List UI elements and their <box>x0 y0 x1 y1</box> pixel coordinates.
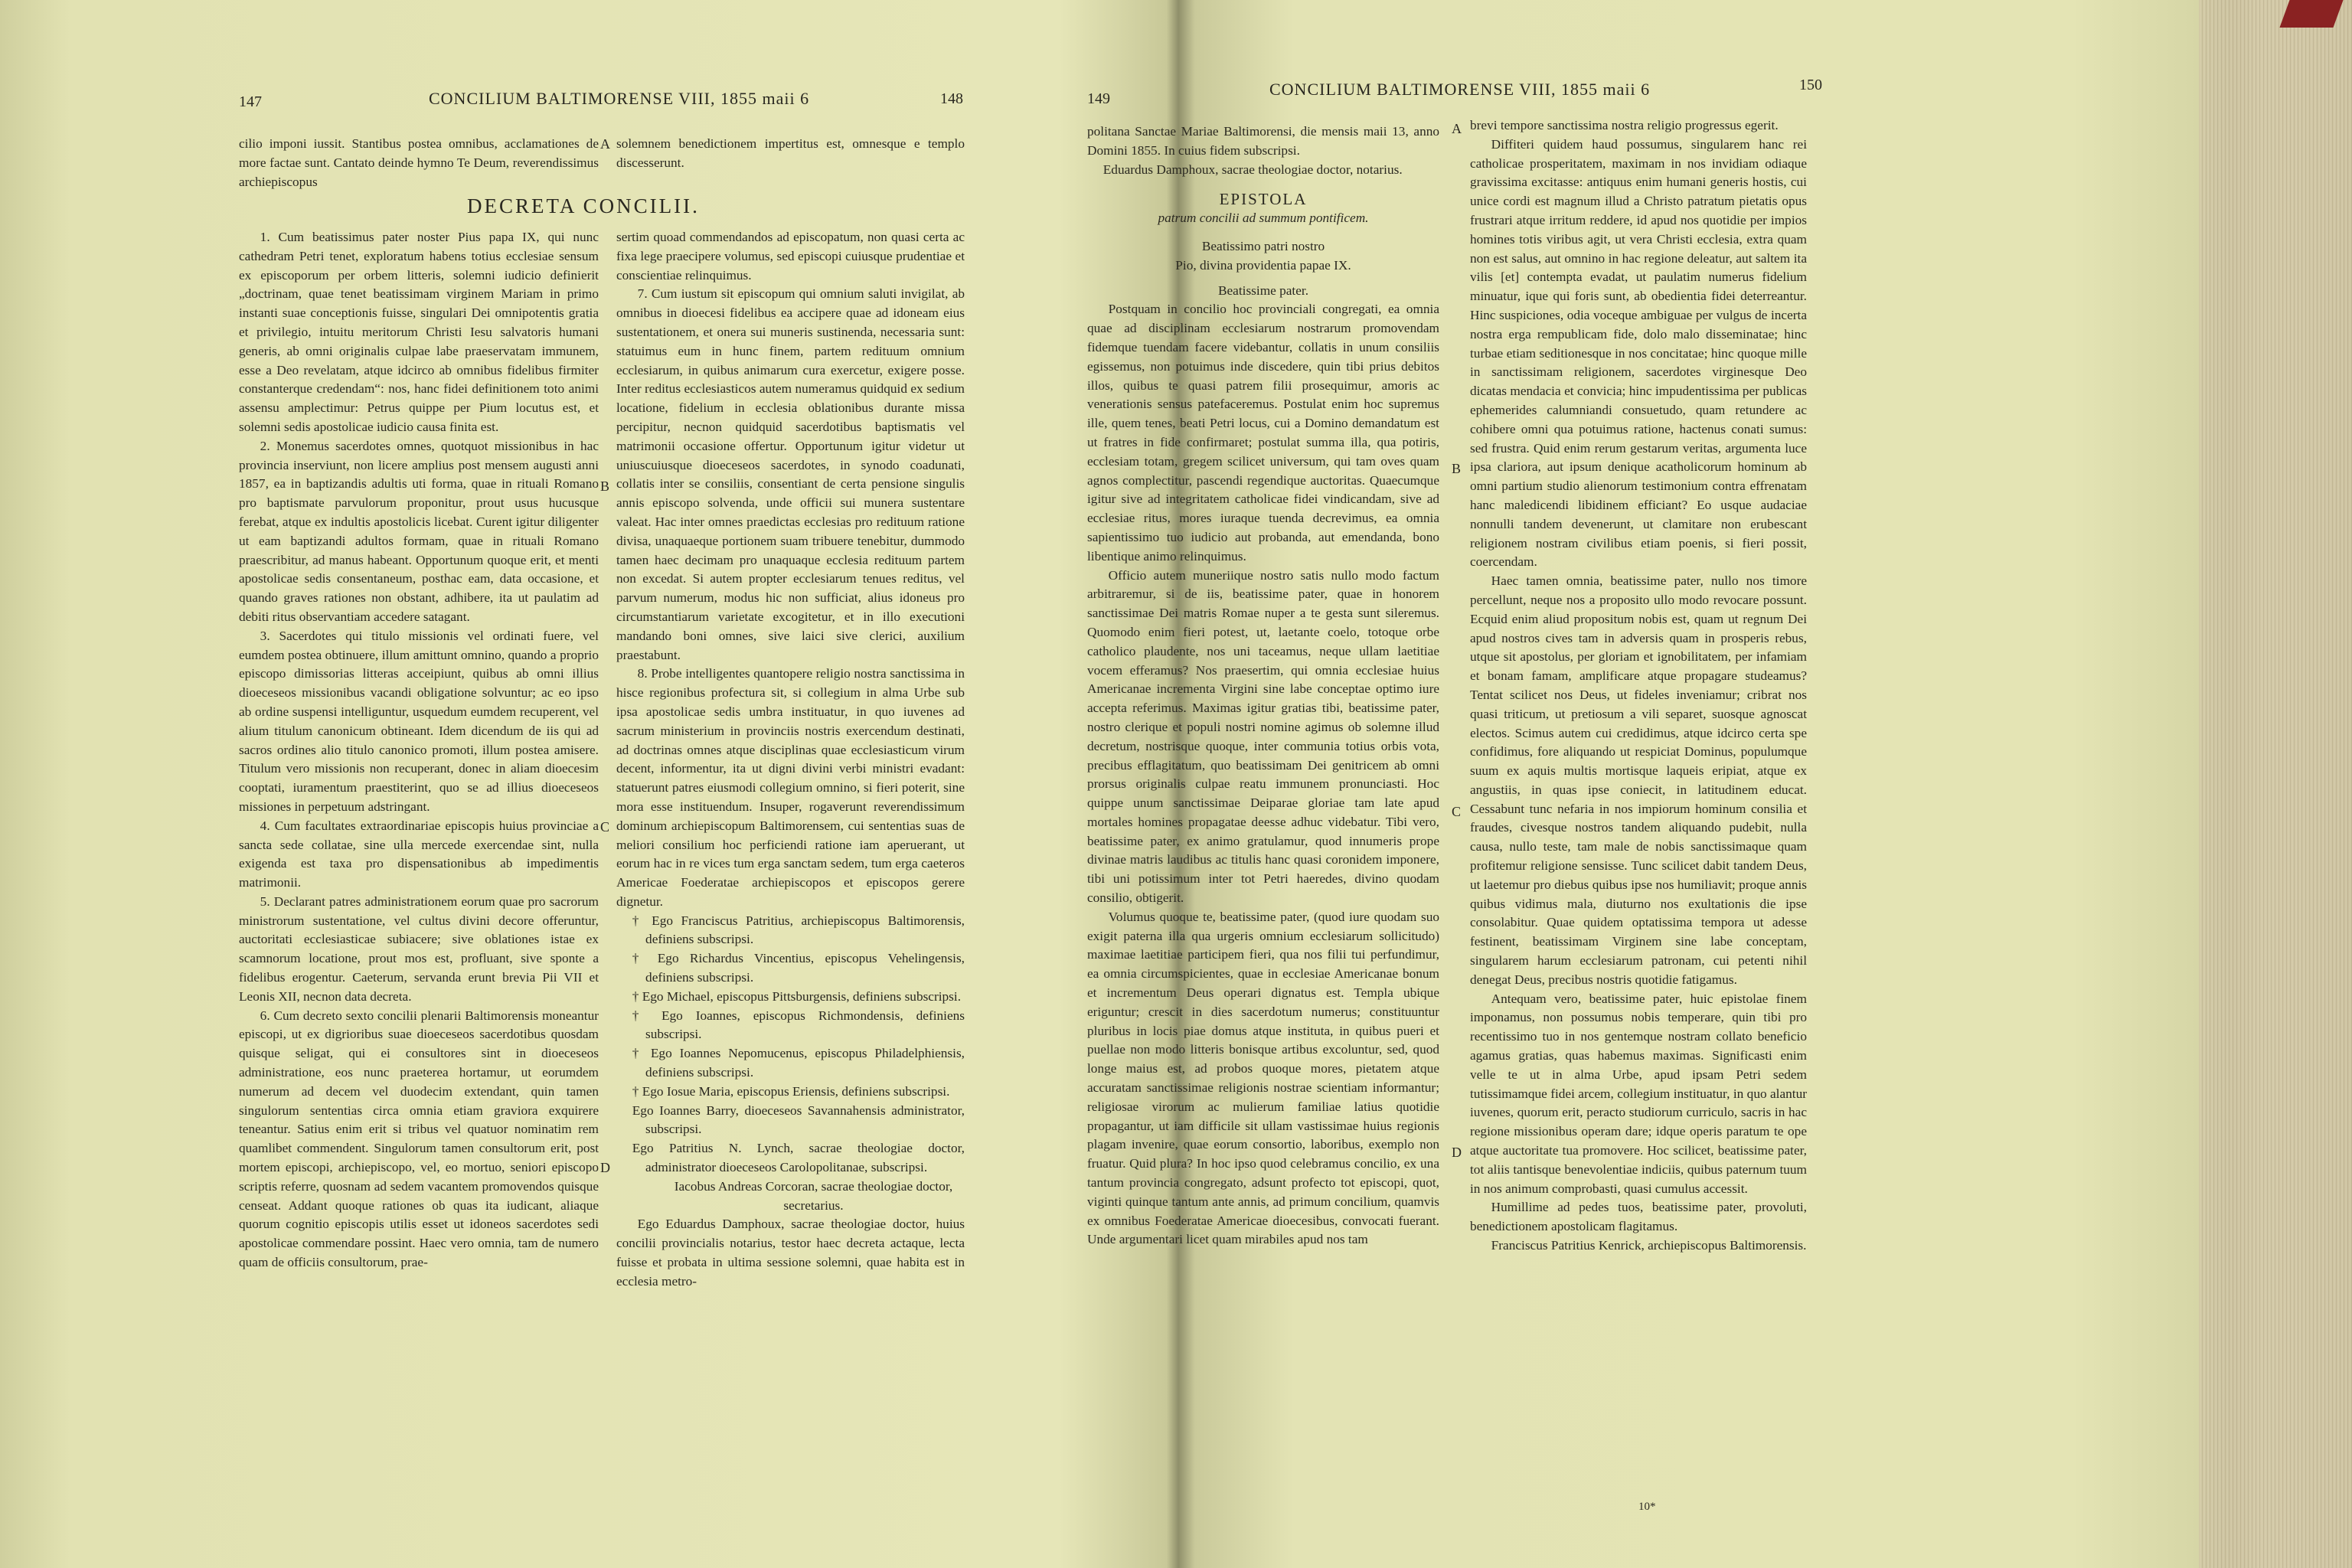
margin-letter: A <box>1452 121 1462 136</box>
column-left <box>1087 122 1439 1250</box>
paragraph: politana Sanctae Mariae Baltimorensi, die mensis maii 13, anno Domini 1855. In cuius fidem subscripsi. <box>1087 124 1439 158</box>
column-top-right <box>616 135 965 173</box>
column-left <box>239 228 599 1272</box>
signature-line: Ego Patritius N. Lynch, sacrae theologiae doctor, administrator dioeceseos Carolopolitanae, subscripsi. <box>632 1141 965 1175</box>
margin-letter: B <box>1452 461 1462 476</box>
signature-mark: 10* <box>1638 1501 1656 1513</box>
paragraph: 8. Probe intelligentes quantopere religio nostra sanctissima in hisce regionibus profectura sit, si collegium in alma Urbe sub ipsa apostolicae sedis umbra instituatur, in quo iuvenes ad sacrum ministerium in provinciis nostris exercendum destinati, ad doctrinas omnes atque disciplinas quae ecclesiasticum virum decent, informentur, ita ut digni divini verbi ministri evadant: statuerunt patres eiusmodi collegium omnino, si fieri poterit, sine mora esse instituendum. Insuper, rogaverunt reverendissimum dominum archiepiscopum Baltimorensem, cui sententias suas de meliori consilium hoc perficiendi ratione iam aperuerant, ut eorum hac in re vices tum erga sanctam sedem, tum erga caeteros Americae Foederatae archiepiscopos et episcopos gerere dignetur. <box>616 666 965 909</box>
paragraph: 3. Sacerdotes qui titulo missionis vel ordinati fuere, vel eumdem postea obtinuere, illum amittunt omnino, quando a proprio episcopo dimissorias litteras acceipiunt, quibus ab omni illius dioeceseos missionibus vacandi obligatione solvuntur; ac eo ipso ab ordine suspensi intelliguntur, usquedum eumdem recuperent, vel alium titulum canonicum obtineant. Idem dicendum de iis qui ad sacros ordines alio titulo canonico promoti, illum postea amisere. Titulum vero missionis non recuperant, donec in aliam dioecesim cooptati, iuramentum praestiterint, quo se ad illius dioeceseos missiones in perpetuum adstringant. <box>239 628 599 814</box>
paragraph: Haec tamen omnia, beatissime pater, nullo nos timore percellunt, neque nos a proposito ullo modo revocare possunt. Ecquid enim aliud propositum nobis est, quam ut regnum Dei apud nostros cives tam in adversis quam in prosperis rebus, utque sit apostolus, per gloriam et ignobilitatem, per infamiam et bonam famam, amplificare atque propagare studeamus? Tentat scilicet nos Deus, ut fideles inveniamur; cribrat nos quasi triticum, ut pretiosum a vili separet, suosque agnoscat electos. Scimus autem cui credidimus, atque idcirco certa spe confidimus, fore aliquando ut respiciat Dominus, populumque suum ex aquis multis mortisque laqueis eripiat, atque ex angustiis, in quas ipse coniecit, in latitudinem educat. Cessabunt tunc nefaria in nos impiorum hominum consilia et fraudes, civesque nostros tandem aliquando pudebit, nulla causa, nullo teste, tam male de nobis sanctissimaque quam profitemur religione sensisse. Tunc scilicet dabit tandem Deus, ut laetemur pro diebus quibus ipse nos humiliavit; proque annis quibus vidimus mala, diuturno nos exultationis die ipse consolabitur. Quae quidem optatissima tempora ut adesse festinent, beatissimam Virginem sine labe conceptam, singularem harum ecclesiarum patronam, cui petenti nihil denegat Deus, precibus nostris quotidie fatigamus. <box>1470 573 1807 987</box>
column-right <box>1470 116 1807 1256</box>
salutation: Beatissimo patri nostro <box>1201 238 1325 253</box>
paragraph: brevi tempore sanctissima nostra religio progressus egerit. <box>1470 118 1779 132</box>
margin-letter: B <box>600 479 610 494</box>
signature-line: † Ego Iosue Maria, episcopus Eriensis, definiens subscripsi. <box>632 1083 950 1099</box>
margin-letter: C <box>1452 804 1462 819</box>
signature-line: † Ego Michael, episcopus Pittsburgensis, definiens subscripsi. <box>632 988 962 1004</box>
secretary-signature: Iacobus Andreas Corcoran, sacrae theologiae doctor, secretarius. <box>674 1178 953 1213</box>
margin-letter: A <box>600 136 610 152</box>
page-number: 147 <box>239 93 262 110</box>
signature-line: † Ego Richardus Vincentius, episcopus Vehelingensis, definiens subscripsi. <box>632 951 965 985</box>
paragraph: 1. Cum beatissimus pater noster Pius papa IX, qui nunc cathedram Petri tenet, exploratum habens totius ecclesiae sensum ex episcoporum per orbem litteris, solemni iudicio definierit „doctrinam, quae tenet beatissimam virginem Mariam in primo instanti suae conceptionis fuisse, singulari Dei omnipotentis gratia et privilegio, intuitu meritorum Christi Iesu salvatoris humani generis, ab omni originalis culpae labe praeservatam immunem, esse a Deo revelatam, atque idcirco ab omnibus fidelibus firmiter constanterque credendam“: nos, hanc fidei definitionem toto animi assensu amplectimur: Petrus quippe per Pium locutus est, et solemni sedis apostolicae iudicio causa finita est. <box>239 230 599 434</box>
paragraph: 2. Monemus sacerdotes omnes, quotquot missionibus in hac provincia inserviunt, non licere amplius post mensem augusti anni 1857, ea in baptizandis adultis uti forma, quae in rituali Romano pro baptismate parvulorum proponitur, prout usus hucusque ferebat, atque ex indultis apostolicis licebat. Curent igitur diligenter ut eam baptizandi adultos formam, quae in rituali Romano praescribitur, ad manus habeant. Opportunum quoque erit, et menti apostolicae sedis consentaneum, posthac eam, data occasione, et quando graves rationes non obstant, adhibere, ita ut paulatim ad debiti ritus observantiam accedere satagant. <box>239 438 599 624</box>
paragraph: 7. Cum iustum sit episcopum qui omnium saluti invigilat, ab omnibus in dioecesi fidelibus ea accipere quae ad idoneam eius sustentationem, et onera sui muneris sustinenda, necessaria sunt: statuimus eum in hunc finem, partem redituum omnium ecclesiarum, in quibus animarum cura exercetur, exigere posse. Inter reditus ecclesiasticos autem numeramus quidquid ex sedium locatione, fidelium in ecclesia oblationibus durante missa percipitur, necnon quidquid sacerdotibus baptismatis vel matrimonii occasione offertur. Opportunum igitur videtur ut uniuscuiusque dioeceseos sacerdotes, in synodo coadunati, collatis inter se consiliis, consentiant de certa pensione singulis annis episcopo solvenda, unde officii sui munera sustentare valeat. Hac inter omnes praedictas ecclesias pro redituum ratione divisa, unaquaeque portionem suam tribuere tenebitur, dummodo tamen haec decimam pro unaquaque ecclesia redituum partem non excedat. Si autem propter ecclesiarum tenues reditus, vel parvum numerum, modus hic non sufficiat, alius idoneus pro circumstantiarum varietate excogitetur, et in illo executioni mandando boni omnes, sive laici sive clerici, auxilium praestabunt. <box>616 286 965 662</box>
margin-letter: D <box>600 1160 610 1175</box>
section-heading: DECRETA CONCILII. <box>467 194 700 217</box>
paragraph: 5. Declarant patres administrationem eorum quae pro sacrorum ministrorum sustentatione, vel cultus divini decore offeruntur, auctoritati ecclesiasticae subiacere; sive oblationes istae ex scamnorum locatione, prout mos est, profluant, sive sponte a fidelibus erogentur. Caeterum, servanda erunt brevia Pii VII et Leonis XII, necnon data decreta. <box>239 893 599 1004</box>
margin-letter: C <box>600 819 610 835</box>
page-number: 148 <box>940 90 963 107</box>
epistola-title: EPISTOLA <box>1219 190 1308 209</box>
salutation: Pio, divina providentia papae IX. <box>1175 257 1351 273</box>
paragraph: cilio imponi iussit. Stantibus postea omnibus, acclamationes de more factae sunt. Cantato deinde hymno Te Deum, reverendissimus archiepiscopus <box>239 136 599 189</box>
closing-signature: Franciscus Patritius Kenrick, archiepiscopus Baltimorensis. <box>1491 1238 1807 1253</box>
paragraph: Volumus quoque te, beatissime pater, (quod iure quodam suo exigit paterna illa qua urgeris omnium ecclesiarum sollicitudo) maximae laetitiae participem fieri, qua nos filii tui perfundimur, ea omnia circumspicientes, quae in ecclesiae Americanae bonum et incrementum Deus operari dignatus est. Templa ubique eriguntur; crescit in dies sacerdotum numerus; constituuntur pluribus in locis piae domus atque instituta, in quibus pueri et puellae non modo litteris bonisque artibus excoluntur, sed, quod longe maius est, ad probos quoque mores, pietatem atque accuratam sanctissimae religionis nostrae scientiam informantur; religiosae virorum ac mulierum familiae latius quotidie propagantur, ut iam difficile sit ullam vastissimae huius regionis plagam invenire, quae eorum consortio, laboribus, exemplo non fruatur. Quid plura? In hoc ipso quod celebramus concilio, ex una tantum provincia congregato, adsunt profecto tot episcopi, quot, viginti quinque tantum ante annis, ad primum concilium, quamvis ex omnibus Foederatae Americae dioecesibus, convocati fuerant. Unde argumentari licet quam mirabiles apud nos tam <box>1087 909 1439 1247</box>
running-head: CONCILIUM BALTIMORENSE VIII, 1855 maii 6 <box>429 89 810 108</box>
notary-signature: Eduardus Damphoux, sacrae theologiae doctor, notarius. <box>1102 162 1403 177</box>
paragraph: 4. Cum facultates extraordinariae episcopis huius provinciae a sancta sede collatae, sine ulla mercede exercendae sint, nulla exigenda est taxa pro dispensationibus ab impedimentis matrimonii. <box>239 818 599 890</box>
paragraph: Officio autem muneriique nostro satis nullo modo factum arbitraremur, si de iis, beatissime pater, quae in honorem sanctissimae Dei matris Romae nuper a te gesta sunt sileremus. Quomodo enim fieri potest, ut, laetante coelo, totoque orbe catholico plaudente, nos uni taceamus, neque ullam laetitiae vocem efferamus? Nos praesertim, qui omnia ecclesiae huius Americanae incrementa Virgini sine labe conceptae optimo iure accepta referimus. Maximas igitur gratias tibi, beatissime pater, nostro clerique et populi nostri nomine agimus ob solemne illud decretum, nostrisque quoque, inter communia totius orbis vota, precibus efflagitatum, quo beatissimam Dei genitricem ab omni prorsus originalis culpae reatu immunem pronunciasti. Hoc quippe unum sanctissimae Deiparae gloriae tam late apud mortales homines propagatae deesse adhuc videbatur. Tibi vero, beatissime pater, ex animo gratulamur, quod innumeris prope divinae matris laudibus ac titulis hanc quasi coronidem imponere, tibi uni potissimum inter tot Petri haeredes, divino quodam consilio, obtigerit. <box>1087 567 1439 906</box>
signature-line: † Ego Franciscus Patritius, archiepiscopus Baltimorensis, definiens subscripsi. <box>632 913 965 947</box>
running-head: CONCILIUM BALTIMORENSE VIII, 1855 maii 6 <box>1269 80 1651 99</box>
paragraph: Humillime ad pedes tuos, beatissime pater, provoluti, benedictionem apostolicam flagitamus. <box>1470 1200 1807 1234</box>
left-page <box>0 0 1171 1568</box>
paragraph: Ego Eduardus Damphoux, sacrae theologiae doctor, huius concilii provincialis notarius, testor haec decreta actaque, lecta fuisse et probata in ultima sessione solemni, quae habita est in ecclesia metro- <box>616 1217 965 1289</box>
column-top-left <box>239 135 599 191</box>
margin-letter: D <box>1452 1145 1462 1160</box>
page-number: 150 <box>1799 77 1822 93</box>
column-right <box>616 228 965 1292</box>
signature-line: † Ego Ioannes, episcopus Richmondensis, definiens subscripsi. <box>632 1008 965 1042</box>
paragraph: solemnem benedictionem impertitus est, omnesque e templo discesserunt. <box>616 136 965 170</box>
signature-line: † Ego Ioannes Nepomucenus, episcopus Philadelphiensis, definiens subscripsi. <box>632 1046 965 1080</box>
page-number: 149 <box>1087 90 1110 107</box>
epistola-subtitle: patrum concilii ad summum pontificem. <box>1158 211 1369 226</box>
salutation: Beatissime pater. <box>1217 283 1309 298</box>
paragraph: Diffiteri quidem haud possumus, singularem hanc rei catholicae prosperitatem, maximam in nos invidiam odiaque gravissima excitasse: antiquus enim humani generis hostis, cui unice cordi est magnum illud a Christo patratum pietatis opus frustrari atque irritum reddere, id apud nos quotidie per impios homines totis viribus agit, ut vera Christi ecclesia, extra quam non est salus, aut omnino in hac regione deleatur, aut saltem ita vilis [et] contempta evadat, ut paulatim numerus fidelium minuatur, ique qui foris sunt, ab obedientia fidei deterreantur. Hinc suspiciones, odia voceque ambiguae per vulgus de incerta nostra erga rempublicam fide, dolo malo disseminatae; hinc turbae etiam seditionesque in nos concitatae; hinc quoque mille in sanctissimam religionem, sacerdotes virginesque Deo dicatas mendacia et convicia; hinc impudentissima per publicas ephemerides calumniandi consuetudo, quam retundere ac cohibere omni qua potuimus ratione, hactenus conati sumus: sed frustra. Quid enim rerum gestarum veritas, argumenta luce ipsa clariora, aut ipsum denique acatholicorum hominum ab omni partium studio alienorum testimonium contra effrenatam hanc maledicendi libidinem efficiant? Eo usque audaciae nonnulli tandem devenerunt, ut clamitare non erubescant religionem nostram civilibus etiam poenis, si fieri possit, coercendam. <box>1470 136 1807 570</box>
signature-line: Ego Ioannes Barry, dioeceseos Savannahensis administrator, subscripsi. <box>632 1102 965 1137</box>
paragraph: Antequam vero, beatissime pater, huic epistolae finem imponamus, non possumus nobis temperare, quin tibi pro recentissimo tuo in nos gentemque nostram collato beneficio agamus gratias, quas habemus maximas. Significasti enim velle te ut in alma Urbe, apud ipsam Petri sedem tutissimamque fidei arcem, collegium instituatur, in quo alantur iuvenes, quorum erit, peracto studiorum curriculo, sacris in hac regione missionibus operam dare; idque operis paratum te ope atque auctoritate tua promovere. Hoc scilicet, beatissime pater, tot aliis tantisque benevolentiae indiciis, quibus paternum tuum in nos animum comprobasti, quasi cumulus accessit. <box>1470 991 1807 1196</box>
paragraph: sertim quoad commendandos ad episcopatum, non quasi certa ac fixa lege praecipere volumus, sed episcopi cuiusque prudentiae et conscientiae relinquimus. <box>616 230 965 283</box>
paragraph: 6. Cum decreto sexto concilii plenarii Baltimorensis moneantur episcopi, ut ex digrioribus suae dioeceseos sacerdotibus quosdam quisque seligat, qui ei consultores sint in dioeceseos administratione, eos nunc praeterea hortamur, ut eorumdem numerum ad decem vel duodecim extendant, quin tamen singulorum sententias circa omnia etiam graviora exquirere teneantur. Satius enim erit si tribus vel quatuor nominatim rem quamlibet commendent. Singulorum tamen consultorum erit, post mortem episcopi, archiepiscopo, vel, eo mortuo, seniori episcopo scriptis referre, quosnam ad sedem vacantem promovendos quisque censeat. Addant quoque rationes ob quas ita iudicant, aliaque quorum cognitio episcopis utilis esset ut idoneos sacerdotes sedi apostolicae commendare possint. Haec vero omnia, tam de numero quam de officiis consultorum, prae- <box>239 1008 599 1270</box>
right-page <box>1087 0 2297 1568</box>
paragraph: Postquam in concilio hoc provinciali congregati, ea omnia quae ad disciplinam ecclesiarum nostrarum promovendam fidemque tuendam facere videbantur, collatis in unum consiliis egissemus, non potuimus inde discedere, quin tibi prius debitos illos, quibus te quasi patrem filii prosequimur, amoris ac venerationis sensus patefaceremus. Postulat enim hoc supremus ille, quem tenes, beati Petri locus, cui a Domino demandatum est ut fratres in fide confirmaret; postulat summa illa, qua potiris, ecclesiam totam, gregem scilicet universum, qui tam oves quam agnos complectitur, pascendi regendique auctoritas. Quaecumque igitur sive ad integritatem catholicae fidei vindicandam, sive ad ecclesiae ritus, mores iuraque tuenda decrevimus, ea omnia sapientissimo tuo iudicio aut probanda, aut emendanda, bono libentique animo relinquimus. <box>1087 302 1439 564</box>
